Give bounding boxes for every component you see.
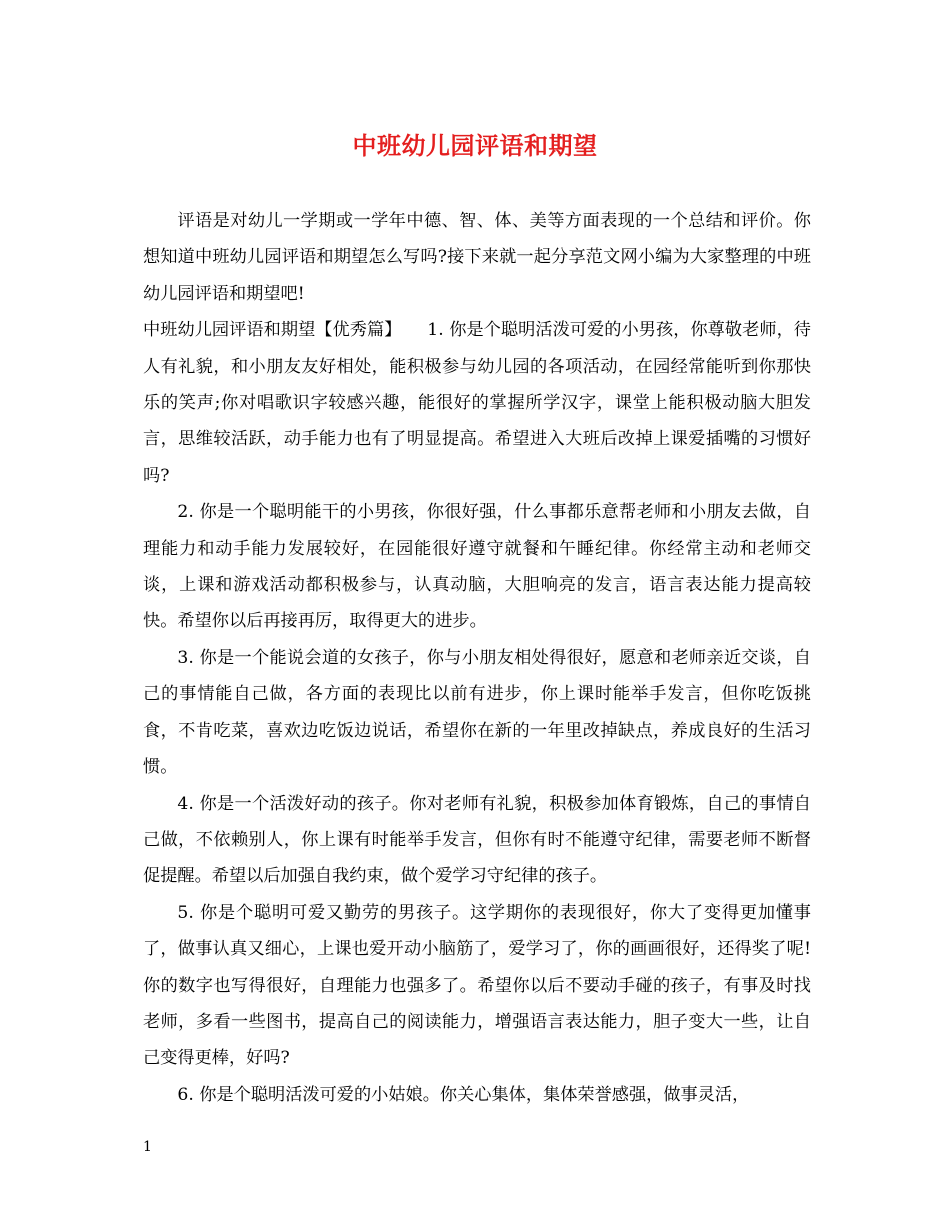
- comment-paragraph-3: 3. 你是一个能说会道的女孩子，你与小朋友相处得很好，愿意和老师亲近交谈，自己的事情能自己做，各方面的表现比以前有进步，你上课时能举手发言，但你吃饭挑食，不肯吃菜，喜欢边吃饭边说话，希望你在新的一年里改掉缺点，养成良好的生活习惯。: [143, 647, 811, 778]
- intro-paragraph: 评语是对幼儿一学期或一学年中德、智、体、美等方面表现的一个总结和评价。你想知道中班幼儿园评语和期望怎么写吗?接下来就一起分享范文网小编为大家整理的中班幼儿园评语和期望吧!: [143, 211, 811, 304]
- comment-paragraph-6: 6. 你是个聪明活泼可爱的小姑娘。你关心集体，集体荣誉感强，做事灵活，: [177, 1084, 750, 1105]
- section-heading-paragraph: 中班幼儿园评语和期望【优秀篇】 1. 你是个聪明活泼可爱的小男孩，你尊敬老师，待人有礼貌，和小朋友友好相处，能积极参与幼儿园的各项活动，在园经常能听到你那快乐的笑声;你对唱歌识字较感兴趣，能很好的掌握所学汉字，课堂上能积极动脑大胆发言，思维较活跃，动手能力也有了明显提高。希望进入大班后改掉上课爱插嘴的习惯好吗?: [143, 320, 811, 486]
- document-body: [143, 203, 811, 1113]
- comment-paragraph-4: 4. 你是一个活泼好动的孩子。你对老师有礼貌，积极参加体育锻炼，自己的事情自己做，不依赖别人，你上课有时能举手发言，但你有时不能遵守纪律，需要老师不断督促提醒。希望以后加强自我约束，做个爱学习守纪律的孩子。: [143, 793, 811, 887]
- page-number: 1: [143, 1139, 152, 1155]
- page-title: 中班幼儿园评语和期望: [352, 132, 598, 160]
- comment-paragraph-5: 5. 你是个聪明可爱又勤劳的男孩子。这学期你的表现很好，你大了变得更加懂事了，做事认真又细心，上课也爱开动小脑筋了，爱学习了，你的画画很好，还得奖了呢!你的数字也写得很好，自理能力也强多了。希望你以后不要动手碰的孩子，有事及时找老师，多看一些图书，提高自己的阅读能力，增强语言表达能力，胆子变大一些，让自己变得更棒，好吗?: [143, 902, 811, 1069]
- comment-paragraph-2: 2. 你是一个聪明能干的小男孩，你很好强，什么事都乐意帮老师和小朋友去做，自理能力和动手能力发展较好，在园能很好遵守就餐和午睡纪律。你经常主动和老师交谈，上课和游戏活动都积极参与，认真动脑，大胆响亮的发言，语言表达能力提高较快。希望你以后再接再厉，取得更大的进步。: [143, 502, 811, 632]
